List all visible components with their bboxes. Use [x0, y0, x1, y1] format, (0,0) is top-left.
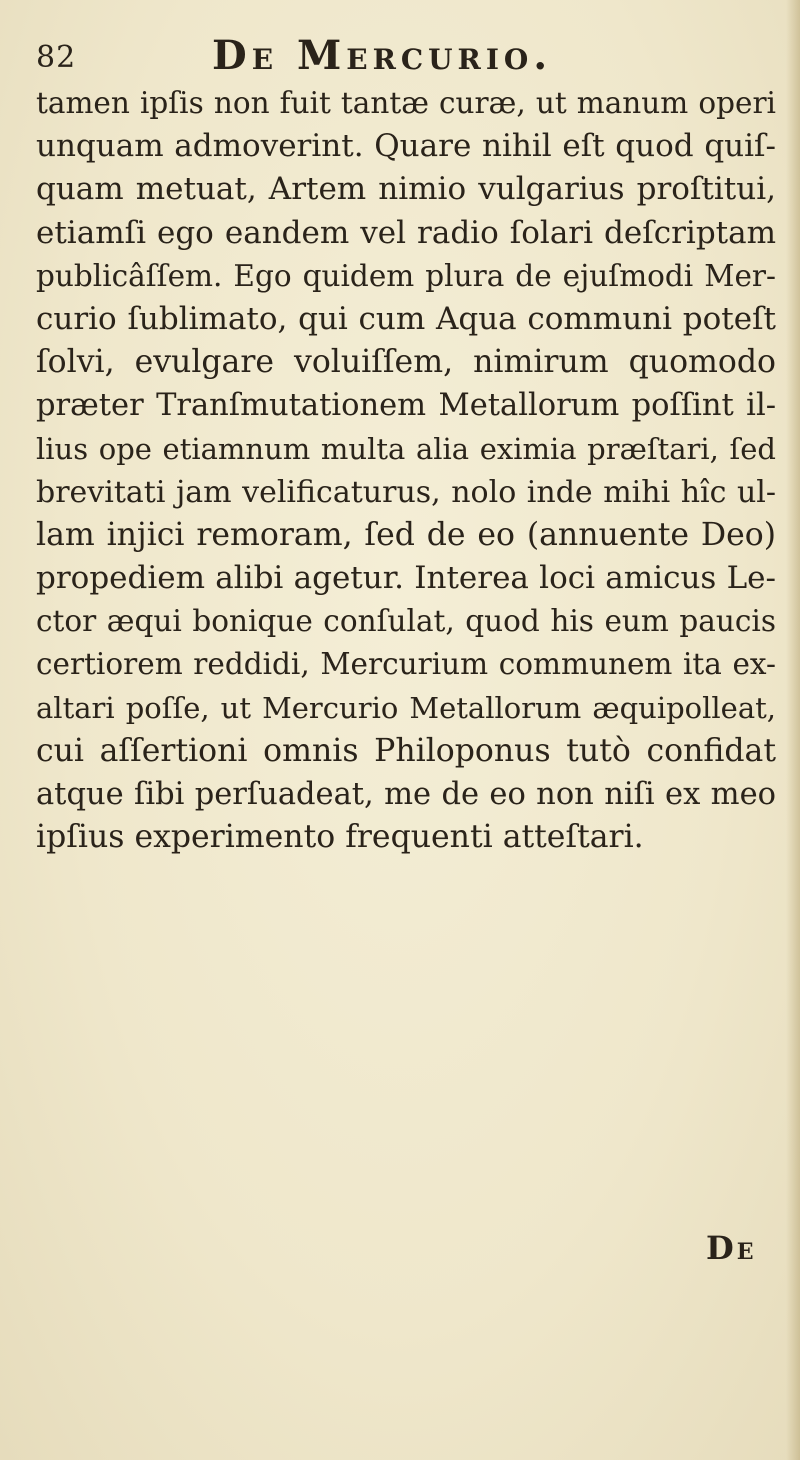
text-line: certiorem reddidi, Mercurium communem ita ex-: [36, 647, 776, 682]
text-line: lam injici remoram, ſed de eo (annuente Deo): [36, 516, 776, 553]
text-line: altari poſſe, ut Mercurio Metallorum æquipolleat,: [36, 690, 776, 725]
text-line: propediem alibi agetur. Interea loci amicus Le-: [36, 560, 776, 597]
page-header: [36, 30, 776, 82]
text-line: ſolvi, evulgare voluiſſem, nimirum quomodo: [36, 344, 776, 381]
page-number: 82: [36, 40, 77, 75]
text-line: tamen ipſis non fuit tantæ curæ, ut manum operi: [36, 86, 776, 120]
text-line: unquam admoverint. Quare nihil eſt quod quiſ-: [36, 128, 776, 165]
text-line: curio ſublimato, qui cum Aqua communi poteſt: [36, 300, 776, 337]
text-line: lius ope etiamnum multa alia eximia præſtari, ſed: [36, 431, 776, 466]
text-line: atque ſibi perſuadeat, me de eo non niſi ex meo: [36, 777, 776, 812]
text-line: præter Tranſmutationem Metallorum poſſint il-: [36, 388, 776, 424]
text-line: publicâſſem. Ego quidem plura de ejuſmodi Mer-: [36, 258, 776, 293]
page-edge-shadow: [786, 0, 800, 1460]
catchword: De: [706, 1229, 757, 1267]
text-line: brevitati jam velificaturus, nolo inde mihi hîc ul-: [36, 474, 776, 510]
text-line: cui aſſertioni omnis Philoponus tutò confidat: [36, 732, 776, 769]
text-line: quam metuat, Artem nimio vulgarius proſtitui,: [36, 171, 776, 208]
body-text: [36, 82, 776, 859]
text-line: ctor æqui bonique conſulat, quod his eum paucis: [36, 604, 776, 639]
running-head: De Mercurio.: [212, 32, 553, 79]
text-line-last: ipſius experimento frequenti atteſtari.: [36, 819, 644, 856]
text-line: etiamſi ego eandem vel radio ſolari deſcriptam: [36, 214, 776, 251]
